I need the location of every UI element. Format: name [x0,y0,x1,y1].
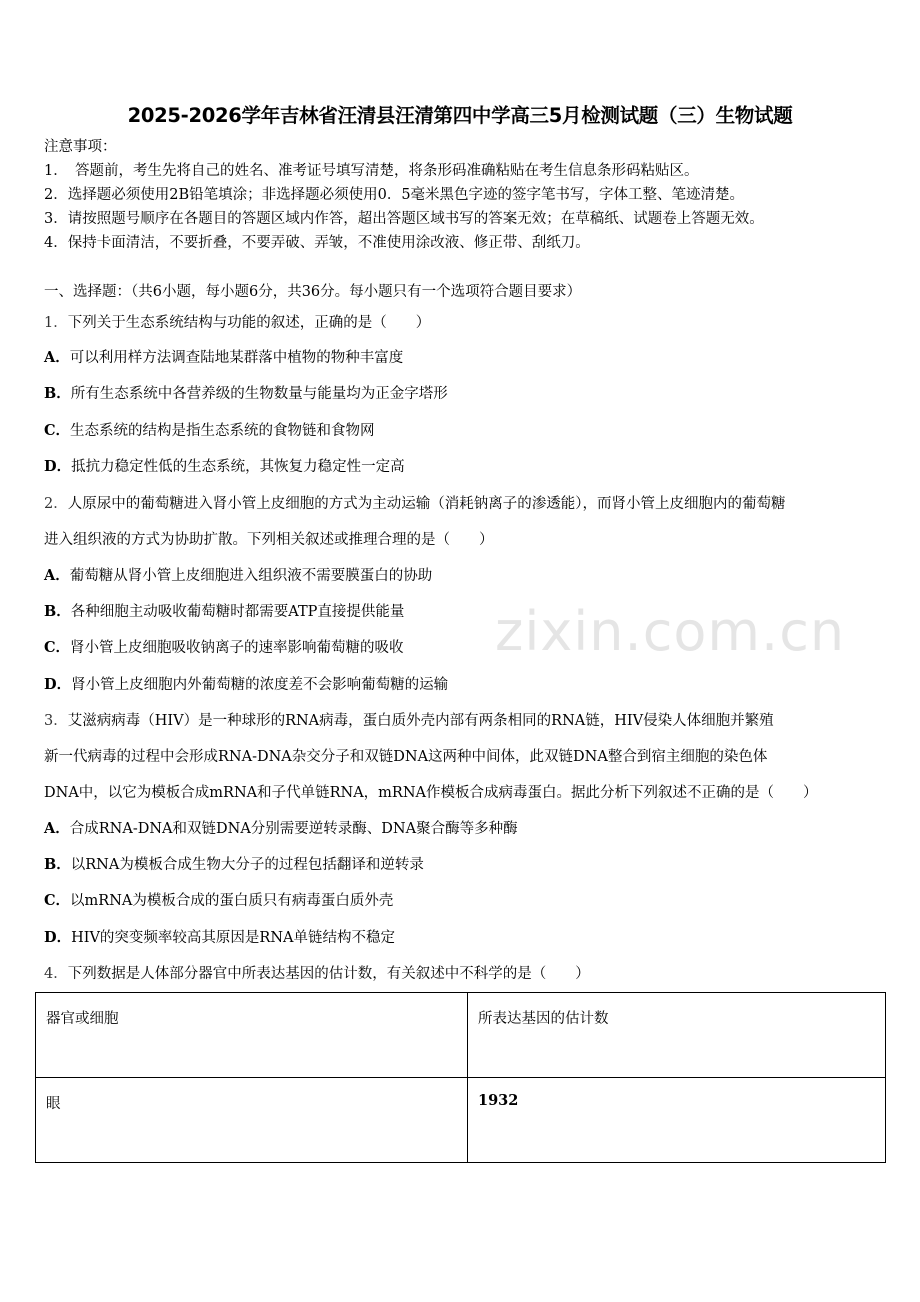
question-1-option-a [44,348,403,368]
note-item: 4．保持卡面清洁，不要折叠，不要弄破、弄皱，不准使用涂改液、修正带、刮纸刀。 [44,235,590,251]
option-letter: D． [44,458,72,475]
option-letter: D． [44,929,72,946]
notes-heading: 注意事项： [44,139,117,155]
section-heading: 一、选择题：（共6小题，每小题6分，共36分。每小题只有一个选项符合题目要求） [44,284,582,300]
question-2-option-a [44,566,432,586]
option-text: 肾小管上皮细胞吸收钠离子的速率影响葡萄糖的吸收 [70,640,404,656]
table-cell: 眼 [36,1078,468,1163]
table-header-cell: 器官或细胞 [36,993,468,1078]
question-3-option-b [44,855,424,875]
question-3-option-a [44,819,518,839]
exam-title: 2025-2026学年吉林省汪清县汪清第四中学高三5月检测试题（三）生物试题 [127,104,793,127]
question-3-option-d [44,928,395,948]
option-letter: A． [44,820,70,837]
question-text: 人原尿中的葡萄糖进入肾小管上皮细胞的方式为主动运输（消耗钠离子的渗透能），而肾小管上皮细胞内的葡萄糖 [67,496,786,512]
table-header-cell: 所表达基因的估计数 [468,993,886,1078]
question-text: 艾滋病病毒（HIV）是一种球形的RNA病毒，蛋白质外壳内部有两条相同的RNA链，HIV侵染人体细胞并繁殖 [67,713,774,729]
option-text: 生态系统的结构是指生态系统的食物链和食物网 [70,423,375,439]
option-text: 抵抗力稳定性低的生态系统，其恢复力稳定性一定高 [71,459,405,475]
option-letter: B． [44,856,71,873]
question-1-option-c [44,421,375,441]
question-2-option-b [44,602,404,622]
option-text: HIV的突变频率较高其原因是RNA单链结构不稳定 [71,930,395,946]
option-letter: B． [44,603,71,620]
option-text: 合成RNA-DNA和双链DNA分别需要逆转录酶、DNA聚合酶等多种酶 [69,821,518,837]
option-text: 葡萄糖从肾小管上皮细胞进入组织液不需要膜蛋白的协助 [69,568,433,584]
note-item: 3．请按照题号顺序在各题目的答题区域内作答，超出答题区域书写的答案无效；在草稿纸、试题卷上答题无效。 [44,211,764,227]
option-letter: B． [44,385,71,402]
option-letter: C． [44,639,71,656]
watermark-text: zixin.com.cn [495,600,846,663]
table-row [36,1078,886,1163]
option-text: 所有生态系统中各营养级的生物数量与能量均为正金字塔形 [70,386,448,402]
table-cell: 1932 [468,1078,886,1163]
question-number: 4． [44,966,68,982]
option-letter: C． [44,892,71,909]
option-letter: C． [44,422,71,439]
question-number: 2． [44,496,68,512]
question-text: 下列数据是人体部分器官中所表达基因的估计数，有关叙述中不科学的是（ ） [67,966,590,982]
note-item: 2．选择题必须使用2B铅笔填涂；非选择题必须使用0．5毫米黑色字迹的签字笔书写，字体工整、笔迹清楚。 [44,187,745,203]
question-2-stem [44,494,785,514]
gene-count-table [35,992,886,1163]
question-1-option-d [44,457,405,477]
question-3-stem-continued: 新一代病毒的过程中会形成RNA-DNA杂交分子和双链DNA这两种中间体，此双链DNA整合到宿主细胞的染色体 [44,749,768,765]
question-4-stem [44,964,590,984]
question-text: 下列关于生态系统结构与功能的叙述，正确的是（ ） [67,315,431,331]
option-text: 可以利用样方法调查陆地某群落中植物的物种丰富度 [69,350,404,366]
option-letter: A． [44,349,70,366]
option-text: 各种细胞主动吸收葡萄糖时都需要ATP直接提供能量 [70,604,405,620]
question-number: 3． [44,713,68,729]
option-letter: A． [44,567,70,584]
table-header-row [36,993,886,1078]
option-letter: D． [44,676,72,693]
option-text: 肾小管上皮细胞内外葡萄糖的浓度差不会影响葡萄糖的运输 [71,677,449,693]
option-text: 以mRNA为模板合成的蛋白质只有病毒蛋白质外壳 [70,893,394,909]
question-1-stem [44,313,430,333]
question-2-option-d [44,675,448,695]
question-number: 1． [44,315,68,331]
question-2-stem-continued: 进入组织液的方式为协助扩散。下列相关叙述或推理合理的是（ ） [44,532,494,548]
question-2-option-c [44,638,404,658]
note-item: 1． 答题前，考生先将自己的姓名、准考证号填写清楚，将条形码准确粘贴在考生信息条形码粘贴区。 [44,163,699,179]
option-text: 以RNA为模板合成生物大分子的过程包括翻译和逆转录 [70,857,424,873]
question-1-option-b [44,384,448,404]
question-3-stem [44,711,774,731]
question-3-stem-continued: DNA中，以它为模板合成mRNA和子代单链RNA，mRNA作模板合成病毒蛋白。据此分析下列叙述不正确的是（ ） [44,785,818,801]
question-3-option-c [44,891,393,911]
